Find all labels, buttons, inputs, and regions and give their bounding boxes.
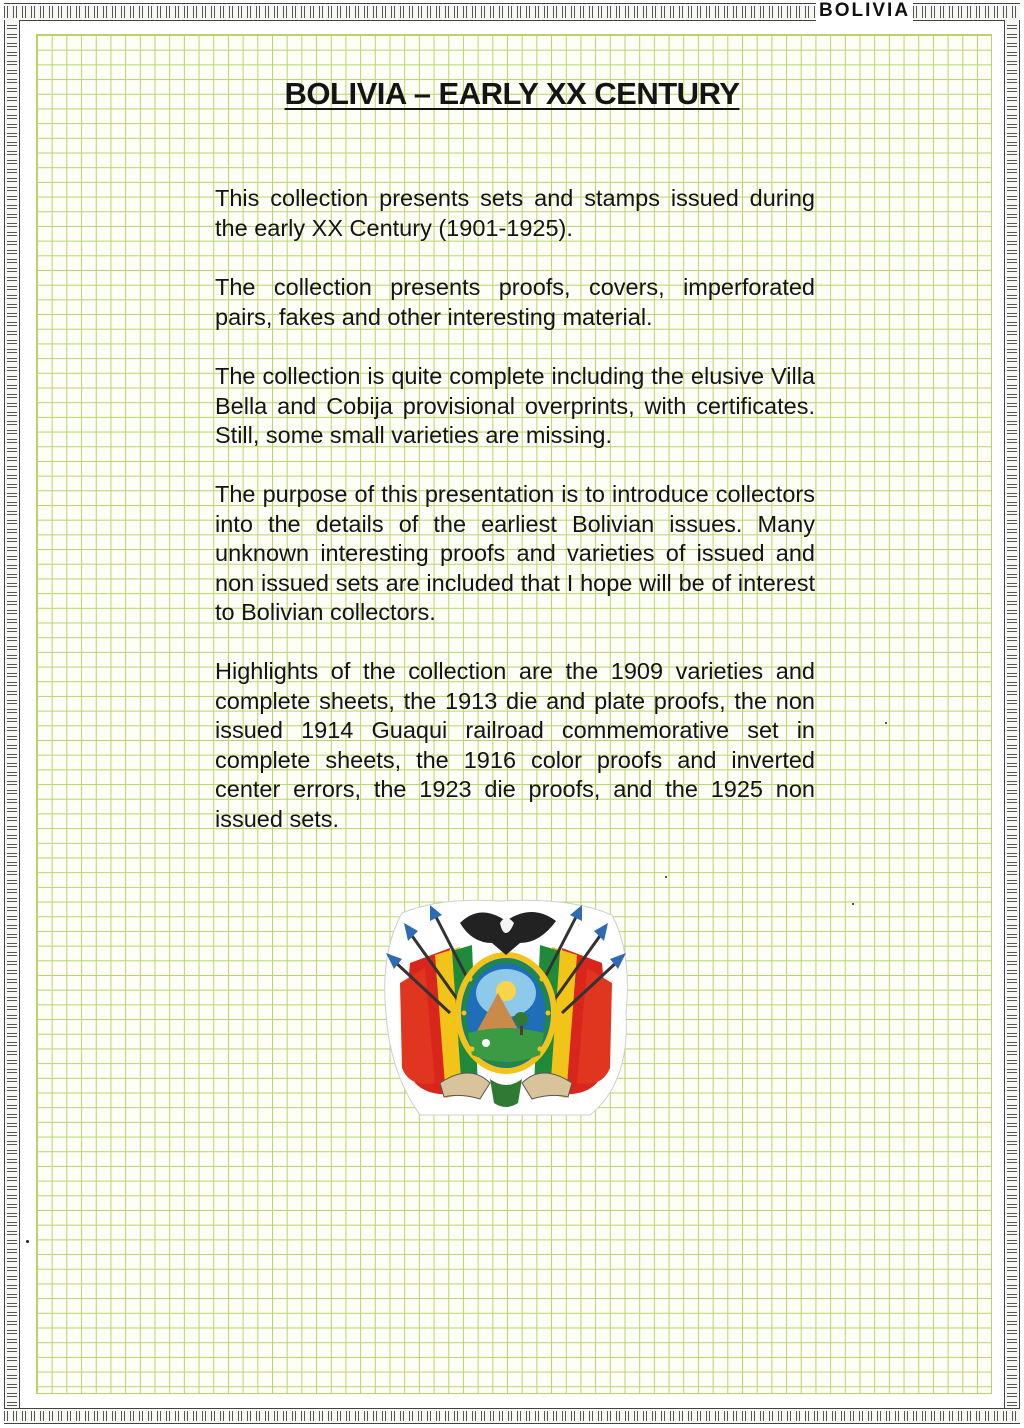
material-paragraph: The collection presents proofs, covers, imperforated pairs, fakes and other interesting material. [215,274,815,330]
bolivia-coat-of-arms-icon [380,893,632,1119]
intro-paragraph: This collection presents sets and stamps issued during the early XX Century (1901-1925). [215,185,815,241]
page-border-right [1004,20,1020,1408]
paper-speck [852,903,854,905]
page-title-text: BOLIVIA – EARLY XX CENTURY [284,76,740,111]
completeness-paragraph: The collection is quite complete including the elusive Villa Bella and Cobija provisional overprints, with certificates. Still, some small varieties are missing. [215,363,815,449]
purpose-paragraph: The purpose of this presentation is to introduce collectors into the details of the earliest Bolivian issues. Many unknown interesting proofs and varieties of issued and non issued sets are included that I hope will be of interest to Bolivian collectors. [215,481,815,626]
paper-speck [26,1240,29,1243]
paper-speck [885,722,887,724]
paper-speck [665,876,667,878]
page-title [0,76,1024,112]
highlights-paragraph: Highlights of the collection are the 1909 varieties and complete sheets, the 1913 die and plate proofs, the non issued 1914 Guaqui railroad commemorative set in complete sheets, the 1916 color proofs and inverted center errors, the 1923 die proofs, and the 1925 non issued sets. [215,658,815,832]
country-header-label: BOLIVIA [816,0,913,22]
page-border-bottom [4,1408,1020,1424]
page-border-left [4,20,20,1408]
